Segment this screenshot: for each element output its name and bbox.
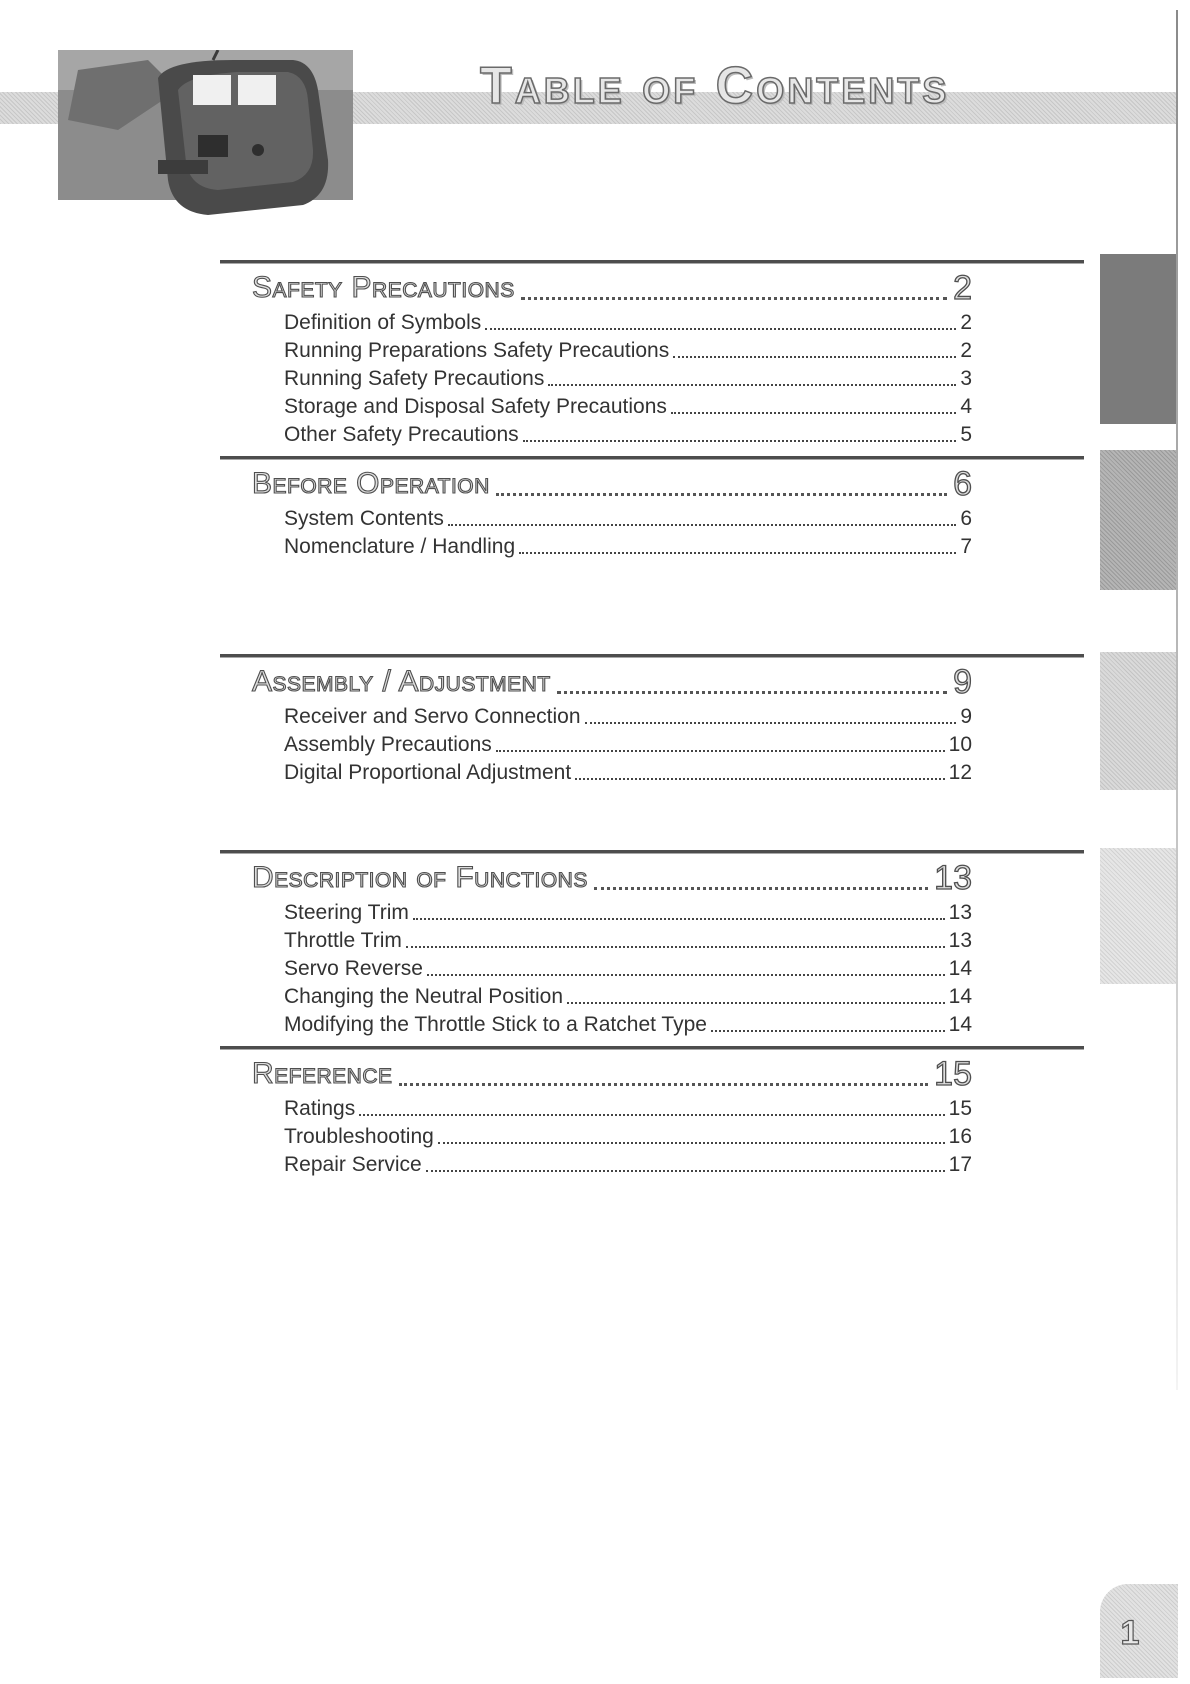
dot-leader — [673, 356, 956, 358]
section-title: Description of Functions — [252, 861, 588, 894]
entry-label: Repair Service — [284, 1153, 422, 1176]
toc-section-heading[interactable] — [252, 1050, 972, 1098]
toc-entry[interactable] — [284, 731, 972, 759]
dot-leader — [406, 946, 945, 948]
entry-page-number: 13 — [948, 901, 972, 924]
entry-label: Steering Trim — [284, 901, 409, 924]
toc-section-heading[interactable] — [252, 658, 972, 706]
entry-label: Troubleshooting — [284, 1125, 434, 1148]
entry-page-number: 10 — [948, 733, 972, 756]
section-title: Safety Precautions — [252, 271, 515, 304]
section-page-number: 6 — [953, 465, 972, 503]
entry-label: Digital Proportional Adjustment — [284, 761, 572, 784]
toc-entry[interactable] — [284, 1123, 972, 1151]
section-page-number: 13 — [934, 859, 972, 897]
entry-label: Receiver and Servo Connection — [284, 705, 581, 728]
page-title: Table of Contents — [480, 57, 950, 115]
dot-leader — [359, 1114, 944, 1116]
toc-section-heading[interactable] — [252, 854, 972, 902]
section-title: Reference — [252, 1057, 393, 1090]
toc-entry[interactable] — [284, 1095, 972, 1123]
section-page-number: 9 — [953, 663, 972, 701]
entry-label: Ratings — [284, 1097, 356, 1120]
toc-entry[interactable] — [284, 759, 972, 787]
toc-entry[interactable] — [284, 309, 972, 337]
section-title: Assembly / Adjustment — [252, 665, 551, 698]
entry-page-number: 2 — [960, 311, 972, 334]
toc-entry[interactable] — [284, 421, 972, 449]
toc-entry[interactable] — [284, 1011, 972, 1039]
toc-entry[interactable] — [284, 533, 972, 561]
section-title: Before Operation — [252, 467, 490, 500]
dot-leader — [496, 493, 947, 496]
dot-leader — [426, 1170, 945, 1172]
dot-leader — [585, 722, 957, 724]
dot-leader — [399, 1083, 929, 1086]
dot-leader — [594, 887, 928, 890]
dot-leader — [548, 384, 956, 386]
entry-page-number: 2 — [960, 339, 972, 362]
entry-page-number: 16 — [948, 1125, 972, 1148]
entry-page-number: 5 — [960, 423, 972, 446]
dot-leader — [413, 918, 945, 920]
page-number: 1 — [1120, 1614, 1140, 1652]
entry-label: Running Preparations Safety Precautions — [284, 339, 670, 362]
toc-entry[interactable] — [284, 393, 972, 421]
toc-entry[interactable] — [284, 505, 972, 533]
side-tab-before-operation — [1100, 450, 1176, 590]
dot-leader — [711, 1030, 945, 1032]
entry-label: Storage and Disposal Safety Precautions — [284, 395, 667, 418]
entry-label: Definition of Symbols — [284, 311, 482, 334]
entry-page-number: 6 — [960, 507, 972, 530]
section-page-number: 15 — [934, 1055, 972, 1093]
entry-label: Servo Reverse — [284, 957, 423, 980]
dot-leader — [448, 524, 956, 526]
entry-page-number: 12 — [948, 761, 972, 784]
toc-section-heading[interactable] — [252, 460, 972, 508]
side-tab-assembly — [1100, 652, 1176, 790]
dot-leader — [575, 778, 944, 780]
toc-entry[interactable] — [284, 337, 972, 365]
dot-leader — [496, 750, 945, 752]
entry-page-number: 3 — [960, 367, 972, 390]
entry-page-number: 9 — [960, 705, 972, 728]
section-page-number: 2 — [953, 269, 972, 307]
dot-leader — [519, 552, 956, 554]
entry-label: Assembly Precautions — [284, 733, 492, 756]
entry-page-number: 13 — [948, 929, 972, 952]
toc-entry[interactable] — [284, 1151, 972, 1179]
entry-page-number: 7 — [960, 535, 972, 558]
entry-page-number: 14 — [948, 985, 972, 1008]
toc-entry[interactable] — [284, 703, 972, 731]
entry-label: Changing the Neutral Position — [284, 985, 564, 1008]
toc-entry[interactable] — [284, 955, 972, 983]
entry-page-number: 4 — [960, 395, 972, 418]
dot-leader — [521, 297, 947, 300]
dot-leader — [523, 440, 957, 442]
page-edge-line — [1176, 10, 1178, 1390]
toc-entry[interactable] — [284, 983, 972, 1011]
toc-entry[interactable] — [284, 365, 972, 393]
side-tab-safety — [1100, 254, 1176, 424]
entry-label: Modifying the Throttle Stick to a Ratchet Type — [284, 1013, 707, 1036]
dot-leader — [557, 691, 947, 694]
dot-leader — [671, 412, 956, 414]
entry-page-number: 14 — [948, 1013, 972, 1036]
toc-entry[interactable] — [284, 899, 972, 927]
entry-page-number: 15 — [948, 1097, 972, 1120]
toc-entry[interactable] — [284, 927, 972, 955]
dot-leader — [438, 1142, 945, 1144]
entry-label: Nomenclature / Handling — [284, 535, 516, 558]
transmitter-photo — [58, 50, 353, 216]
dot-leader — [485, 328, 956, 330]
entry-label: Running Safety Precautions — [284, 367, 545, 390]
toc-section-heading[interactable] — [252, 264, 972, 312]
entry-label: Other Safety Precautions — [284, 423, 519, 446]
side-tab-functions — [1100, 848, 1176, 984]
entry-page-number: 14 — [948, 957, 972, 980]
entry-label: System Contents — [284, 507, 444, 530]
entry-label: Throttle Trim — [284, 929, 402, 952]
entry-page-number: 17 — [948, 1153, 972, 1176]
dot-leader — [427, 974, 945, 976]
dot-leader — [567, 1002, 945, 1004]
